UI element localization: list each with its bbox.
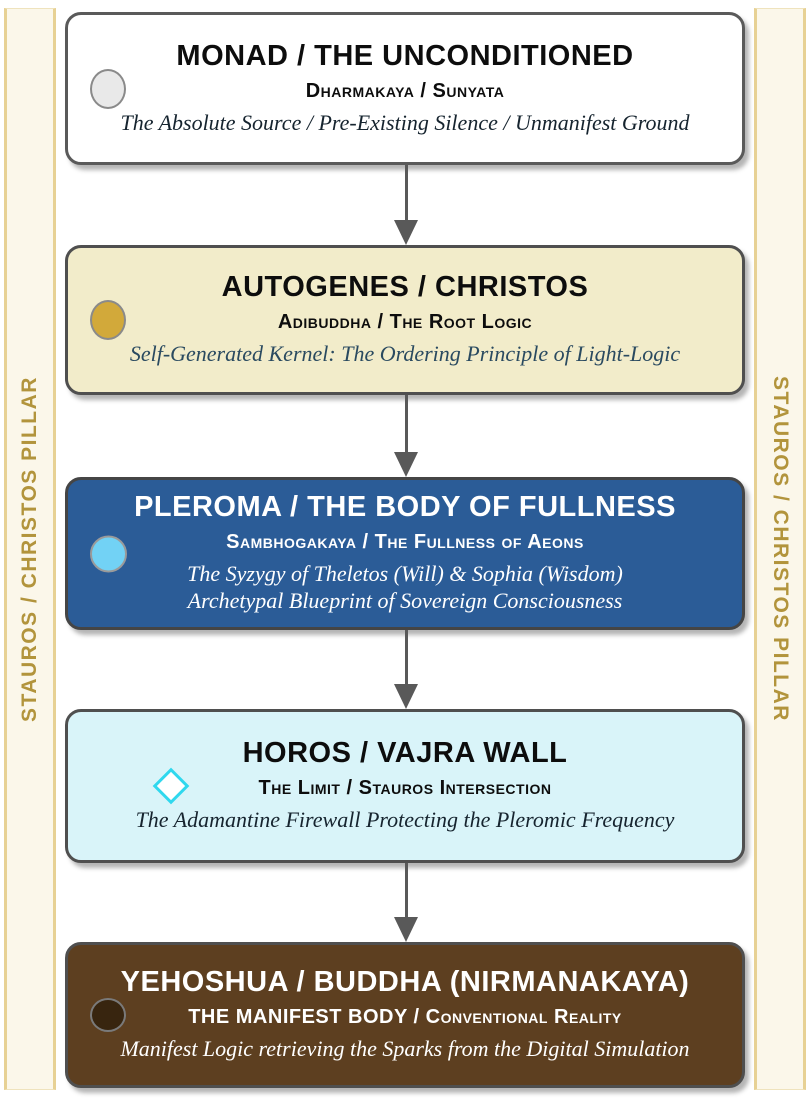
blue-circle-badge-icon bbox=[90, 535, 127, 572]
arrow-shaft bbox=[405, 165, 408, 220]
node-description: The Absolute Source / Pre-Existing Silence / Unmanifest Ground bbox=[120, 109, 690, 135]
node-title: PLEROMA / THE BODY OF FULLNESS bbox=[134, 491, 676, 524]
left-pillar bbox=[4, 8, 56, 1090]
node-title: MONAD / THE UNCONDITIONED bbox=[176, 39, 634, 72]
flow-arrow-icon bbox=[393, 395, 419, 477]
node-monad bbox=[65, 12, 745, 165]
flow-arrow-icon bbox=[393, 863, 419, 942]
node-description: The Adamantine Firewall Protecting the Pleromic Frequency bbox=[135, 807, 675, 833]
arrow-shaft bbox=[405, 630, 408, 684]
right-pillar-label: STAUROS / CHRISTOS PILLAR bbox=[769, 376, 793, 722]
node-description: Self-Generated Kernel: The Ordering Principle of Light-Logic bbox=[129, 341, 681, 367]
arrow-head bbox=[394, 684, 418, 709]
node-title: YEHOSHUA / BUDDHA (NIRMANAKAYA) bbox=[120, 966, 690, 999]
node-subtitle: Adibuddha / The Root Logic bbox=[277, 311, 533, 334]
flow-arrow-icon bbox=[393, 165, 419, 245]
node-subtitle: Dharmakaya / Sunyata bbox=[305, 79, 505, 102]
node-title: HOROS / VAJRA WALL bbox=[242, 737, 568, 770]
node-description: Archetypal Blueprint of Sovereign Consciousness bbox=[187, 588, 623, 614]
flow-arrow-icon bbox=[393, 630, 419, 709]
arrow-shaft bbox=[405, 395, 408, 452]
brown-circle-badge-icon bbox=[90, 998, 126, 1032]
arrow-shaft bbox=[405, 863, 408, 917]
node-subtitle: Sambhogakaya / The Fullness of Aeons bbox=[226, 530, 584, 553]
arrow-head bbox=[394, 452, 418, 477]
node-yehoshua bbox=[65, 942, 745, 1088]
node-title: AUTOGENES / CHRISTOS bbox=[221, 271, 589, 304]
gold-circle-badge-icon bbox=[90, 300, 126, 340]
node-autogenes bbox=[65, 245, 745, 395]
cyan-diamond-badge-icon bbox=[153, 768, 190, 805]
node-description: The Syzygy of Theletos (Will) & Sophia (Wisdom) bbox=[187, 560, 623, 586]
arrow-head bbox=[394, 917, 418, 942]
node-horos bbox=[65, 709, 745, 863]
left-pillar-label: STAUROS / CHRISTOS PILLAR bbox=[18, 376, 42, 722]
arrow-head bbox=[394, 220, 418, 245]
right-pillar bbox=[754, 8, 806, 1090]
node-pleroma bbox=[65, 477, 745, 630]
node-subtitle: The Limit / Stauros Intersection bbox=[258, 777, 552, 800]
node-subtitle: THE MANIFEST BODY / Conventional Reality bbox=[188, 1006, 622, 1029]
node-description: Manifest Logic retrieving the Sparks from the Digital Simulation bbox=[120, 1036, 690, 1062]
gray-circle-badge-icon bbox=[90, 69, 126, 109]
